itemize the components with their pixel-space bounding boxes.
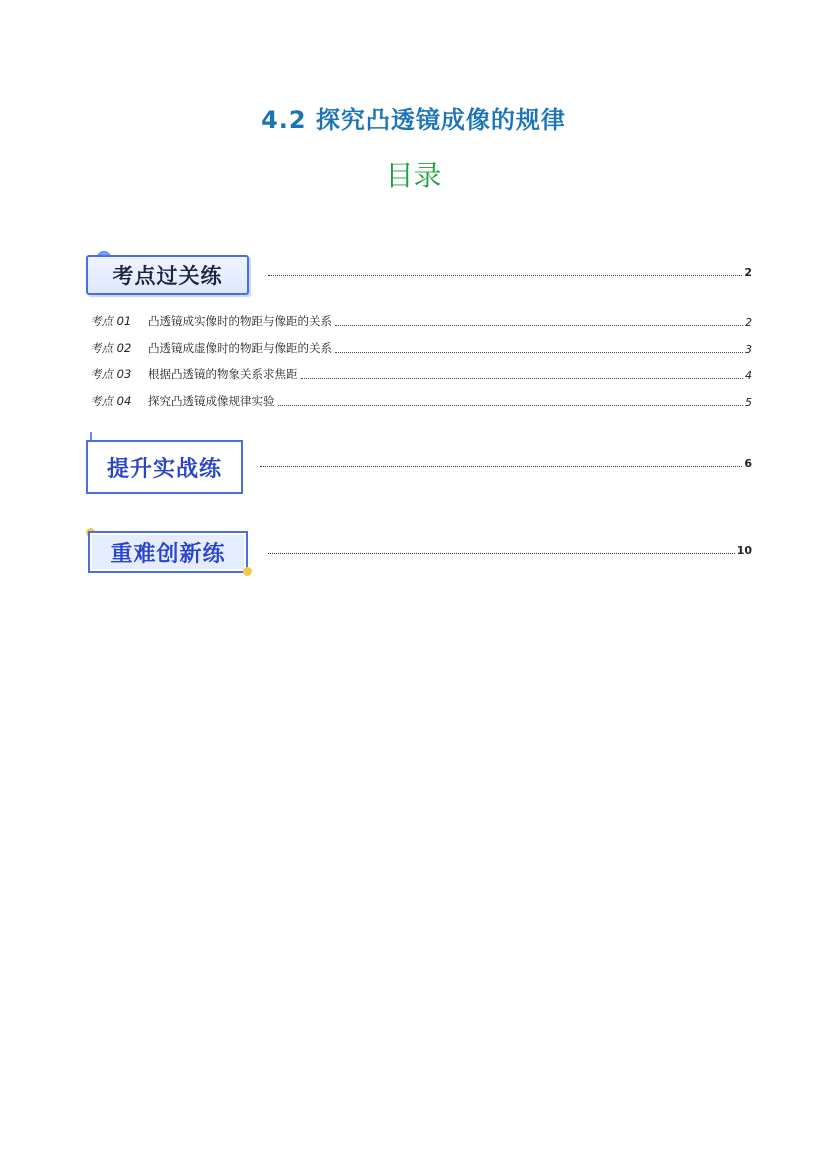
section-badge-zhongnan[interactable] [86, 528, 252, 576]
section-leader-1[interactable] [266, 266, 752, 279]
toc-entry-page: 4 [745, 369, 752, 382]
badge-corner-dot-icon [243, 567, 252, 576]
section-page-number: 2 [744, 266, 752, 279]
toc-entry[interactable] [90, 393, 752, 409]
toc-entry-page: 2 [745, 316, 752, 329]
toc-entry-number: 考点 03 [90, 367, 132, 381]
dot-leader [335, 352, 743, 353]
toc-heading: 目录 [385, 159, 442, 192]
toc-entry[interactable] [90, 366, 752, 382]
section-badge-kaodian[interactable] [86, 251, 252, 297]
toc-entry-text: 凸透镜成虚像时的物距与像距的关系 [148, 341, 332, 355]
toc-entry[interactable] [90, 313, 752, 329]
toc-entry-page: 3 [745, 343, 752, 356]
toc-entry-text: 根据凸透镜的物象关系求焦距 [148, 367, 298, 381]
toc-entry-text: 凸透镜成实像时的物距与像距的关系 [148, 314, 332, 328]
toc-entry-number: 考点 04 [90, 394, 132, 408]
section-page-number: 10 [736, 544, 752, 557]
toc-entry[interactable] [90, 340, 752, 356]
section-leader-3[interactable] [266, 544, 752, 557]
toc-entry-text: 探究凸透镜成像规律实验 [148, 394, 275, 408]
section-badge-label: 提升实战练 [86, 440, 243, 494]
section-badge-label: 重难创新练 [88, 531, 248, 573]
toc-entry-page: 5 [745, 396, 752, 409]
section-badge-tisheng[interactable] [86, 432, 246, 496]
section-leader-2[interactable] [258, 457, 752, 470]
section-page-number: 6 [744, 457, 752, 470]
dot-leader [268, 275, 742, 276]
section-badge-label: 考点过关练 [86, 255, 249, 295]
toc-entry-number: 考点 01 [90, 314, 132, 328]
dot-leader [335, 325, 743, 326]
dot-leader [278, 405, 744, 406]
toc-entry-number: 考点 02 [90, 341, 132, 355]
dot-leader [260, 466, 742, 467]
dot-leader [268, 553, 735, 554]
document-title: 4.2 探究凸透镜成像的规律 [261, 106, 566, 134]
dot-leader [301, 378, 744, 379]
